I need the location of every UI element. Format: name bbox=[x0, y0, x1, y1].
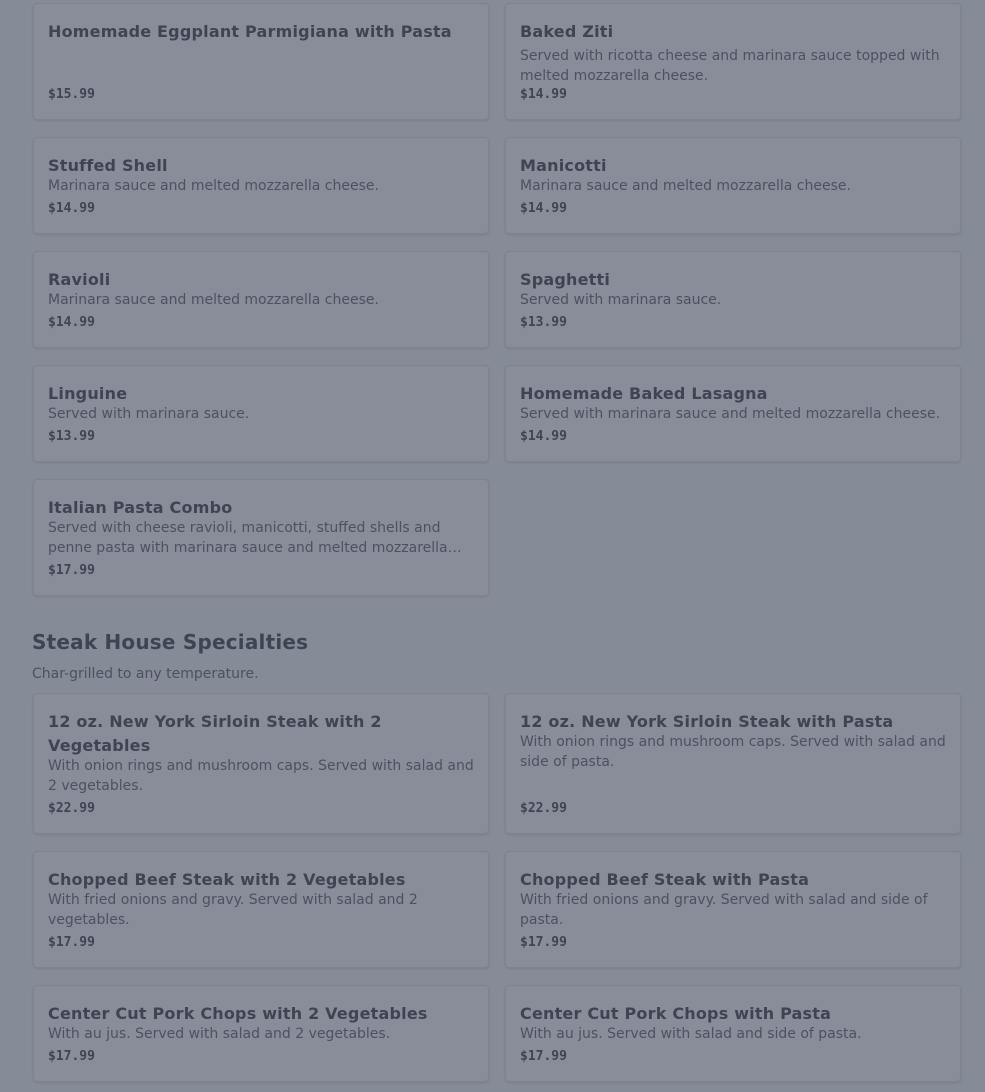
item-name: Center Cut Pork Chops with Pasta bbox=[520, 1004, 832, 1023]
item-description: With onion rings and mushroom caps. Served with salad and 2 vegetables. bbox=[48, 758, 474, 794]
item-price: $14.99 bbox=[48, 201, 95, 216]
item-name: Stuffed Shell bbox=[48, 156, 168, 175]
item-price: $22.99 bbox=[48, 801, 95, 816]
item-name: Chopped Beef Steak with Pasta bbox=[520, 870, 810, 889]
menu-item-card[interactable] bbox=[505, 693, 961, 834]
item-price: $17.99 bbox=[48, 935, 95, 950]
menu-item-card[interactable] bbox=[505, 365, 961, 462]
item-description: Served with ricotta cheese and marinara sauce topped with melted mozzarella cheese. bbox=[520, 48, 940, 84]
item-name: Chopped Beef Steak with 2 Vegetables bbox=[48, 870, 406, 889]
menu-item-card[interactable] bbox=[33, 365, 489, 462]
item-price: $17.99 bbox=[520, 935, 567, 950]
menu-item-card[interactable] bbox=[505, 985, 961, 1082]
menu-item-card[interactable] bbox=[33, 137, 489, 234]
menu-item-card[interactable] bbox=[33, 693, 489, 834]
item-description: Served with marinara sauce. bbox=[48, 406, 250, 422]
item-price: $15.99 bbox=[48, 87, 95, 102]
menu-item-card[interactable] bbox=[505, 3, 961, 120]
item-name: Homemade Baked Lasagna bbox=[520, 384, 768, 403]
item-description: With au jus. Served with salad and side of pasta. bbox=[520, 1026, 862, 1042]
item-price: $13.99 bbox=[520, 315, 567, 330]
item-price: $14.99 bbox=[520, 87, 567, 102]
menu-item-card[interactable] bbox=[33, 251, 489, 348]
section-description: Char-grilled to any temperature. bbox=[32, 666, 259, 682]
item-name: 12 oz. New York Sirloin Steak with 2 Vegetables bbox=[48, 712, 382, 755]
item-description: With au jus. Served with salad and 2 vegetables. bbox=[48, 1026, 391, 1042]
item-price: $17.99 bbox=[520, 1049, 567, 1064]
item-description: Served with cheese ravioli, manicotti, stuffed shells and penne pasta with marinara sauce and melted mozzarella bbox=[48, 520, 448, 556]
menu-item-card[interactable] bbox=[505, 851, 961, 968]
menu-item-card[interactable] bbox=[33, 479, 489, 596]
menu-item-card[interactable] bbox=[33, 3, 489, 120]
item-description: With fried onions and gravy. Served with salad and side of pasta. bbox=[520, 892, 928, 928]
item-price: $14.99 bbox=[520, 429, 567, 444]
item-description: With fried onions and gravy. Served with salad and 2 vegetables. bbox=[48, 892, 418, 928]
item-price: $14.99 bbox=[48, 315, 95, 330]
item-description: Served with marinara sauce and melted mozzarella cheese. bbox=[520, 406, 941, 422]
item-price: $14.99 bbox=[520, 201, 567, 216]
item-name: Center Cut Pork Chops with 2 Vegetables bbox=[48, 1004, 428, 1023]
item-description: With onion rings and mushroom caps. Served with salad and side of pasta. bbox=[520, 734, 946, 770]
item-description: Marinara sauce and melted mozzarella cheese. bbox=[48, 292, 379, 308]
item-name: Linguine bbox=[48, 384, 128, 403]
item-description: Served with marinara sauce. bbox=[520, 292, 722, 308]
item-description: Marinara sauce and melted mozzarella cheese. bbox=[520, 178, 851, 194]
item-name: Italian Pasta Combo bbox=[48, 498, 233, 517]
section-title: Steak House Specialties bbox=[32, 630, 309, 654]
item-name: Spaghetti bbox=[520, 270, 611, 289]
item-price: $13.99 bbox=[48, 429, 95, 444]
menu-item-card[interactable] bbox=[33, 985, 489, 1082]
item-price: $17.99 bbox=[48, 563, 95, 578]
menu-item-card[interactable] bbox=[33, 851, 489, 968]
item-price: $17.99 bbox=[48, 1049, 95, 1064]
item-name: 12 oz. New York Sirloin Steak with Pasta bbox=[520, 712, 894, 731]
item-name: Baked Ziti bbox=[520, 22, 614, 41]
item-name: Manicotti bbox=[520, 156, 607, 175]
item-price: $22.99 bbox=[520, 801, 567, 816]
menu-item-card[interactable] bbox=[505, 251, 961, 348]
menu-item-card[interactable] bbox=[505, 137, 961, 234]
item-name: Ravioli bbox=[48, 270, 111, 289]
item-name: Homemade Eggplant Parmigiana with Pasta bbox=[48, 22, 452, 41]
item-description: Marinara sauce and melted mozzarella cheese. bbox=[48, 178, 379, 194]
